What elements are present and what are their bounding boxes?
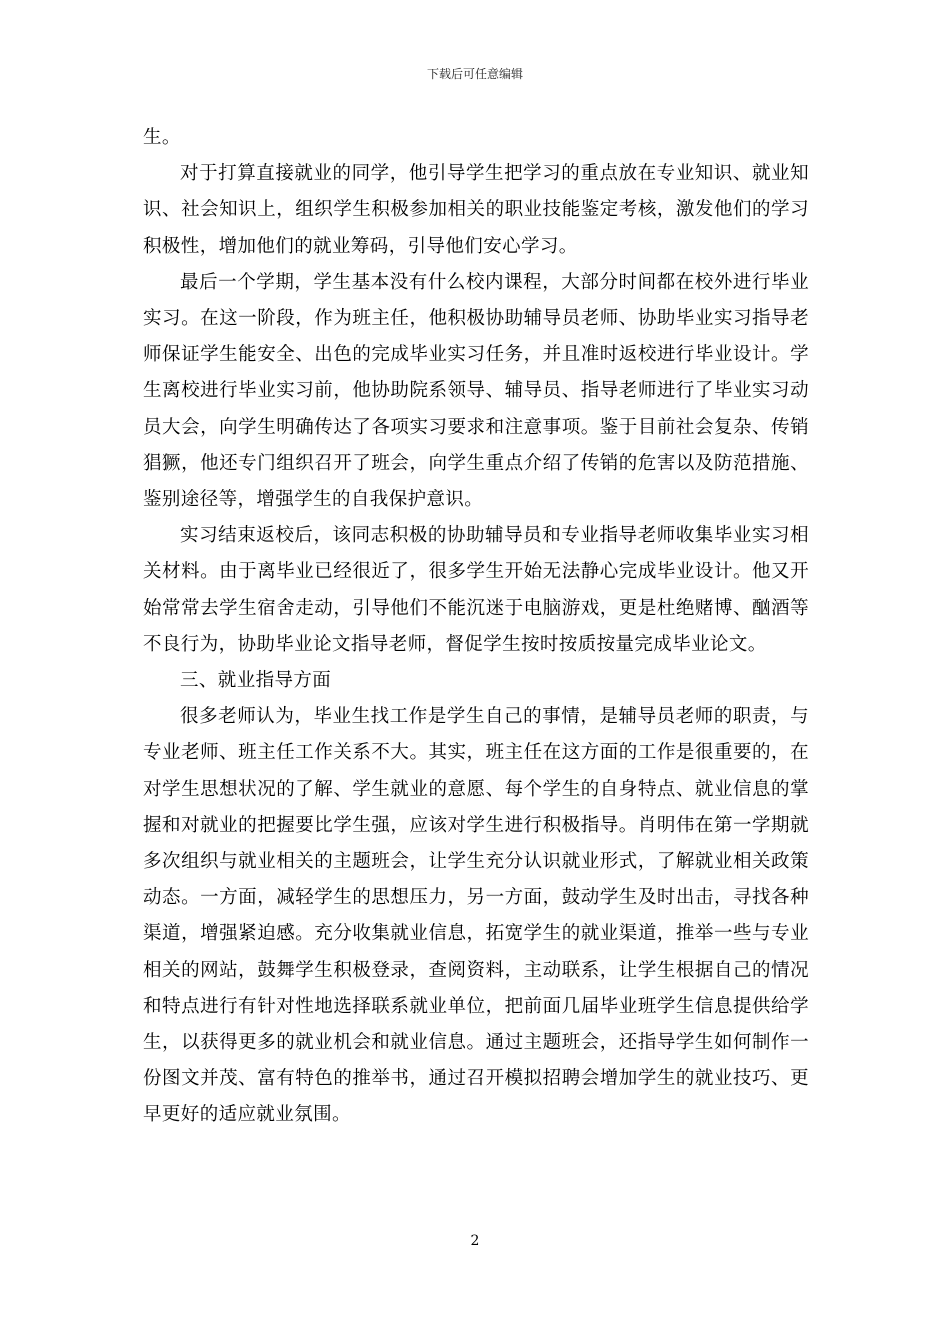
paragraph-employment-students: 对于打算直接就业的同学，他引导学生把学习的重点放在专业知识、就业知识、社会知识上，组织学生积极参加相关的职业技能鉴定考核，激发他们的学习积极性，增加他们的就业筹码，引导他们安心学习。 [143, 163, 809, 257]
section-heading-employment-guidance: 三、就业指导方面 [180, 670, 332, 692]
paragraph-continuation: 生。 [143, 127, 181, 148]
page-number: 2 [470, 1233, 480, 1249]
document-body [143, 120, 809, 1134]
page-header-note: 下载后可任意编辑 [426, 67, 523, 81]
paragraph-after-internship: 实习结束返校后，该同志积极的协助辅导员和专业指导老师收集毕业实习相关材料。由于离毕业已经很近了，很多学生开始无法静心完成毕业设计。他又开始常常去学生宿舍走动，引导他们不能沉迷于电脑游戏，更是杜绝赌博、酗酒等不良行为，协助毕业论文指导老师，督促学生按时按质按量完成毕业论文。 [143, 525, 809, 655]
paragraph-employment-guidance: 很多老师认为，毕业生找工作是学生自己的事情，是辅导员老师的职责，与专业老师、班主任工作关系不大。其实，班主任在这方面的工作是很重要的，在对学生思想状况的了解、学生就业的意愿、每个学生的自身特点、就业信息的掌握和对就业的把握要比学生强，应该对学生进行积极指导。肖明伟在第一学期就多次组织与就业相关的主题班会，让学生充分认识就业形式，了解就业相关政策动态。一方面，减轻学生的思想压力，另一方面，鼓动学生及时出击，寻找各种渠道，增强紧迫感。充分收集就业信息，拓宽学生的就业渠道，推举一些与专业相关的网站，鼓舞学生积极登录，查阅资料，主动联系，让学生根据自己的情况和特点进行有针对性地选择联系就业单位，把前面几届毕业班学生信息提供给学生，以获得更多的就业机会和就业信息。通过主题班会，还指导学生如何制作一份图文并茂、富有特色的推举书，通过召开模拟招聘会增加学生的就业技巧、更早更好的适应就业氛围。 [143, 706, 809, 1126]
paragraph-final-semester: 最后一个学期，学生基本没有什么校内课程，大部分时间都在校外进行毕业实习。在这一阶段，作为班主任，他积极协助辅导员老师、协助毕业实习指导老师保证学生能安全、出色的完成毕业实习任务，并且准时返校进行毕业设计。学生离校进行毕业实习前，他协助院系领导、辅导员、指导老师进行了毕业实习动员大会，向学生明确传达了各项实习要求和注意事项。鉴于目前社会复杂、传销猖獗，他还专门组织召开了班会，向学生重点介绍了传销的危害以及防范措施、鉴别途径等，增强学生的自我保护意识。 [143, 271, 809, 511]
